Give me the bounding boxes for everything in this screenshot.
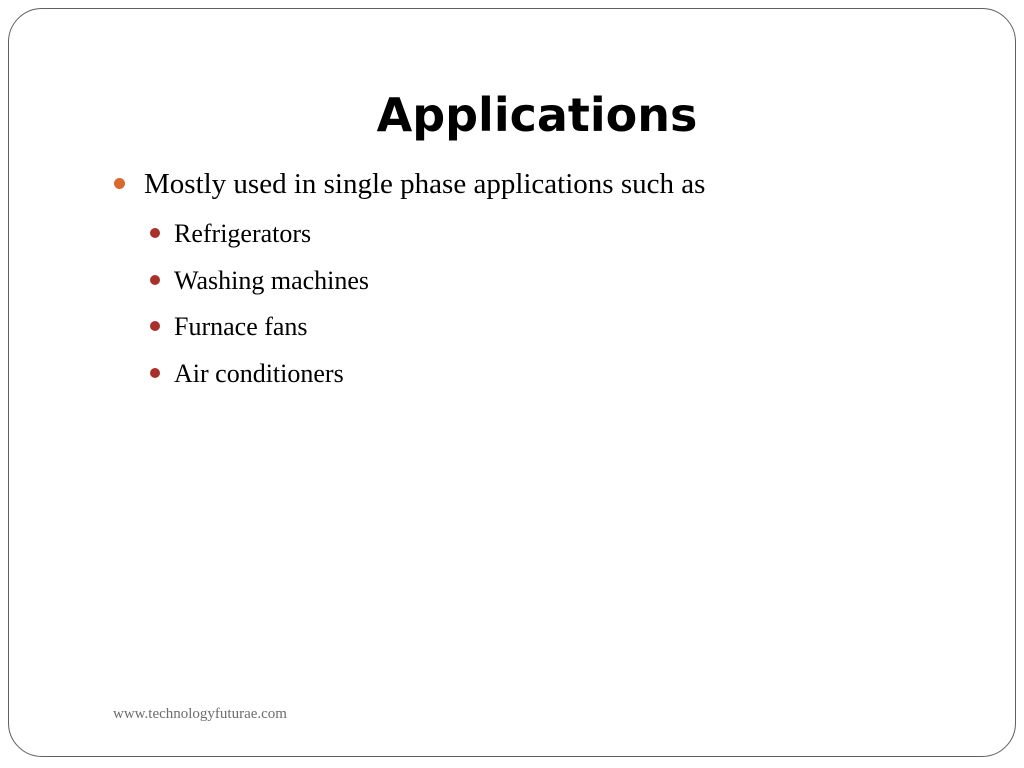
sub-bullet-text: Furnace fans	[174, 312, 308, 341]
sub-bullet-item	[150, 312, 308, 342]
bullet-dot-icon	[150, 275, 160, 285]
sub-bullet-text: Air conditioners	[174, 359, 344, 388]
bullet-dot-icon	[150, 321, 160, 331]
sub-bullet-item	[150, 359, 344, 389]
bullet-item	[114, 168, 705, 201]
sub-bullet-text: Refrigerators	[174, 219, 312, 248]
bullet-text: Mostly used in single phase applications such as	[144, 168, 706, 200]
bullet-dot-icon	[114, 178, 125, 189]
bullet-dot-icon	[150, 368, 160, 378]
footer-url: www.technologyfuturae.com	[113, 706, 287, 722]
sub-bullet-text: Washing machines	[174, 266, 370, 295]
slide-title: Applications	[376, 88, 698, 142]
sub-bullet-item	[150, 219, 311, 249]
bullet-dot-icon	[150, 228, 160, 238]
sub-bullet-item	[150, 266, 369, 296]
